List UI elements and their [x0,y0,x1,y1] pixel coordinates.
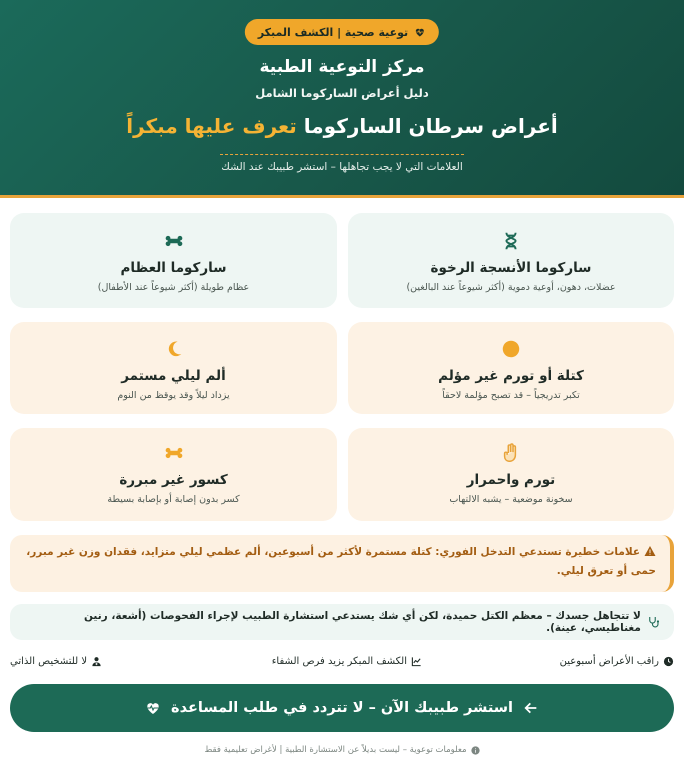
info-icon [471,746,480,755]
info-text: لا تتجاهل جسدك – معظم الكتل حميدة، لكن أي شك يستدعي استشارة الطبيب لإجراء الفحوصات (أشعة، رنين مغناطيسي، عينة). [83,610,641,634]
page-subtitle: دليل أعراض الساركوما الشامل [255,86,429,100]
feature-early-label: الكشف المبكر يزيد فرص الشفاء [271,656,407,667]
circle-icon [500,338,522,360]
card-title: ساركوما الأنسجة الرخوة [430,260,592,276]
awareness-badge [245,19,439,45]
alert-text: علامات خطيرة تستدعي التدخل الفوري: كتلة مستمرة لأكثر من أسبوعين، ألم عظمي ليلي متزايد، فقدان وزن غير مبرر، حمى أو تعرق ليلي. [26,546,656,577]
feature-early-detection [272,656,422,667]
stethoscope-icon [647,615,660,629]
bone-icon [163,442,185,464]
card-title: ألم ليلي مستمر [121,368,226,384]
heartbeat-icon [414,26,426,38]
dashed-divider [220,154,464,155]
headline-highlight: تعرف عليها مبكراً [126,114,297,138]
moon-icon [163,338,185,360]
doctor-icon [91,656,102,667]
card-title: كتلة أو تورم غير مؤلم [438,368,584,384]
card-title: تورم واحمرار [466,472,556,488]
bone-icon [163,230,185,252]
card-unexplained-fractures[interactable] [10,428,337,521]
clock-icon [663,656,674,667]
badge-label: توعية صحية | الكشف المبكر [257,25,409,39]
info-banner [10,604,674,640]
tagline: العلامات التي لا يجب تجاهلها – استشر طبيبك عند الشك [221,161,463,173]
card-description: عظام طويلة (أكثر شيوعاً عند الأطفال) [97,282,250,293]
feature-no-self-label: لا للتشخيص الذاتي [10,656,88,667]
card-title: ساركوما العظام [120,260,227,276]
cta-label: استشر طبيبك الآن – لا تتردد في طلب المساعدة [171,700,513,716]
warning-icon [644,545,656,557]
card-description: كسر بدون إصابة أو بإصابة بسيطة [107,494,240,505]
dna-icon [500,230,522,252]
disclaimer-footnote [0,745,684,755]
card-description: سخونة موضعية – يشبه الالتهاب [449,494,573,505]
hero-banner [0,0,684,198]
heart-pulse-icon [145,700,161,716]
feature-no-self-diagnosis [10,656,102,667]
card-night-pain[interactable] [10,322,337,414]
card-description: يزداد ليلاً وقد يوقظ من النوم [117,390,230,401]
feature-monitor-label: راقب الأعراض أسبوعين [559,656,659,667]
consult-doctor-button[interactable] [10,684,674,732]
footnote-text: معلومات توعوية – ليست بديلاً عن الاستشارة الطبية | لأغراض تعليمية فقط [204,745,467,755]
card-title: كسور غير مبررة [119,472,228,488]
card-bone-sarcoma[interactable] [10,213,337,308]
card-description: عضلات، دهون، أوعية دموية (أكثر شيوعاً عند البالغين) [406,282,616,293]
card-painless-lump[interactable] [348,322,674,414]
arrow-left-icon [523,700,539,716]
card-description: تكبر تدريجياً – قد تصبح مؤلمة لاحقاً [442,390,580,401]
center-title: مركز التوعية الطبية [259,57,425,77]
card-soft-tissue-sarcoma[interactable] [348,213,674,308]
warning-alert [10,535,674,592]
feature-monitor [560,656,674,667]
chart-line-icon [411,656,422,667]
hand-icon [500,442,522,464]
card-swelling-redness[interactable] [348,428,674,521]
page-headline [0,114,684,138]
headline-main: أعراض سرطان الساركوما [303,114,558,138]
